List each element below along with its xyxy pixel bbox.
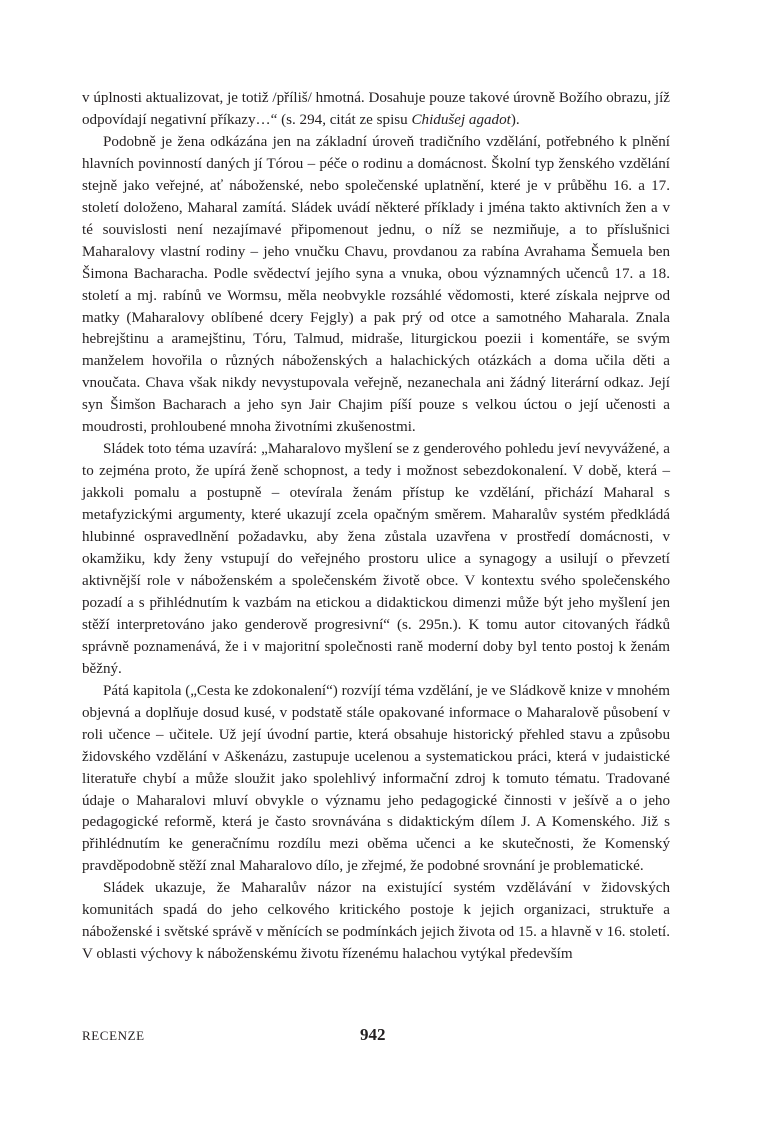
paragraph-women-education: Podobně je žena odkázána jen na základní úroveň tradičního vzdělání, potřebného k plnění hlavních povinností daných jí Tórou – péče o rodinu a domácnost. Školní typ ženského vzdělání stejně jako veřejné, ať náboženské, nebo společenské uplatnění, které je v průběhu 16. a 17. století doloženo, Maharal zamítá. Sládek uvádí některé příklady i jména takto aktivních žen a v té souvislosti není nezajímavé připomenout jednu, o níž se nezmiňuje, a to příslušnici Maharalovy vlastní rodiny – jeho vnučku Chavu, provdanou za rabína Avrahama Šemuela ben Šimona Bacharacha. Podle svědectví jejího syna a vnuka, obou významných učenců 17. a 18. století a mj. rabínů ve Wormsu, měla neobvykle rozsáhlé vědomosti, které získala nejprve od matky (Maharalovy oblíbené dcery Fejgly) a pak prý od otce a samotného Maharala. Znala hebrejštinu a aramejštinu, Tóru, Talmud, midraše, liturgickou poezii i komentáře, se svým manželem hovořila o různých náboženských a halachických otázkách a doma učila děti a vnoučata. Chava však nikdy nevystupovala veřejně, nezanechala ani žádný literární odkaz. Její syn Šimšon Bacharach a jeho syn Jair Chajim píší pouze s velkou úctou o její učenosti a moudrosti, prohloubené mnoha životními zkušenostmi. (82, 133, 670, 436)
paragraph-education-system: Sládek ukazuje, že Maharalův názor na existující systém vzdělávání v židovských komunitách spadá do jeho celkového kritického postoje k jejich organizaci, struktuře a náboženské i světské správě v měnících se podmínkách jejich života od 15. a hlavně v 16. století. V oblasti výchovy k náboženskému životu řízenému halachou vytýkal především (82, 880, 670, 963)
italic-title: Chidušej agadot (411, 111, 511, 128)
paragraph-text: ). (510, 111, 520, 128)
paragraph-continuation (82, 88, 670, 132)
page-footer (0, 1027, 762, 1047)
section-label: RECENZE (82, 1028, 145, 1043)
paragraph-text: v úplnosti aktualizovat, je totiž /příliš/ hmotná. Dosahuje pouze takové úrovně Božího obrazu, jíž odpovídají negativní příkazy…“ (s. 294, citát ze spisu (82, 90, 670, 128)
page-number: 942 (360, 1025, 386, 1044)
page-body (82, 88, 670, 966)
paragraph-gender-quote: Sládek toto téma uzavírá: „Maharalovo myšlení se z genderového pohledu jeví nevyvážené, a to zejména proto, že upírá ženě schopnost, a tedy i možnost sebezdokonalení. V době, která – jakkoli pomalu a postupně – otevírala ženám přístup ke vzdělání, přichází Maharal s metafyzickými argumenty, které ukazují zcela opačným směrem. Maharalův systém předkládá hlubinné ospravedlnění požadavku, aby žena zůstala uzavřena v prostředí domácnosti, v okamžiku, kdy ženy vstupují do veřejného prostoru ulice a synagogy a usilují o převzetí aktivnější role v náboženském a společenském životě obce. V kontextu svého společenského pozadí a s přihlédnutím k vazbám na etickou a didaktickou dimenzi může být jeho myšlení jen stěží interpretováno jako genderově progresivní“ (s. 295n.). K tomu autor citovaných řádků správně poznamenává, že i v majoritní společnosti raně moderní doby byl tento postoj k ženám běžný. (82, 441, 670, 677)
paragraph-fifth-chapter: Pátá kapitola („Cesta ke zdokonalení“) rozvíjí téma vzdělání, je ve Sládkově knize v mnohém objevná a doplňuje dosud kusé, v podstatě stále opakované informace o Maharalově působení v roli učence – učitele. Už její úvodní partie, která obsahuje historický přehled stavu a způsobu židovského vzdělání v Aškenázu, zastupuje ucelenou a systematickou práci, která v judaistické literatuře chybí a může sloužit jako spolehlivý informační zdroj k tomuto tématu. Tradované údaje o Maharalovi mluví obvykle o významu jeho pedagogické činnosti v ješívě a o jeho pedagogické reformě, která je často srovnávána s didaktickým dílem J. A Komenského. Již s přihlédnutím ke generačnímu rozdílu mezi oběma učenci a ke skutečnosti, že Komenský pravděpodobně stěží znal Maharalovo dílo, je zřejmé, že podobné srovnání je problematické. (82, 682, 670, 875)
